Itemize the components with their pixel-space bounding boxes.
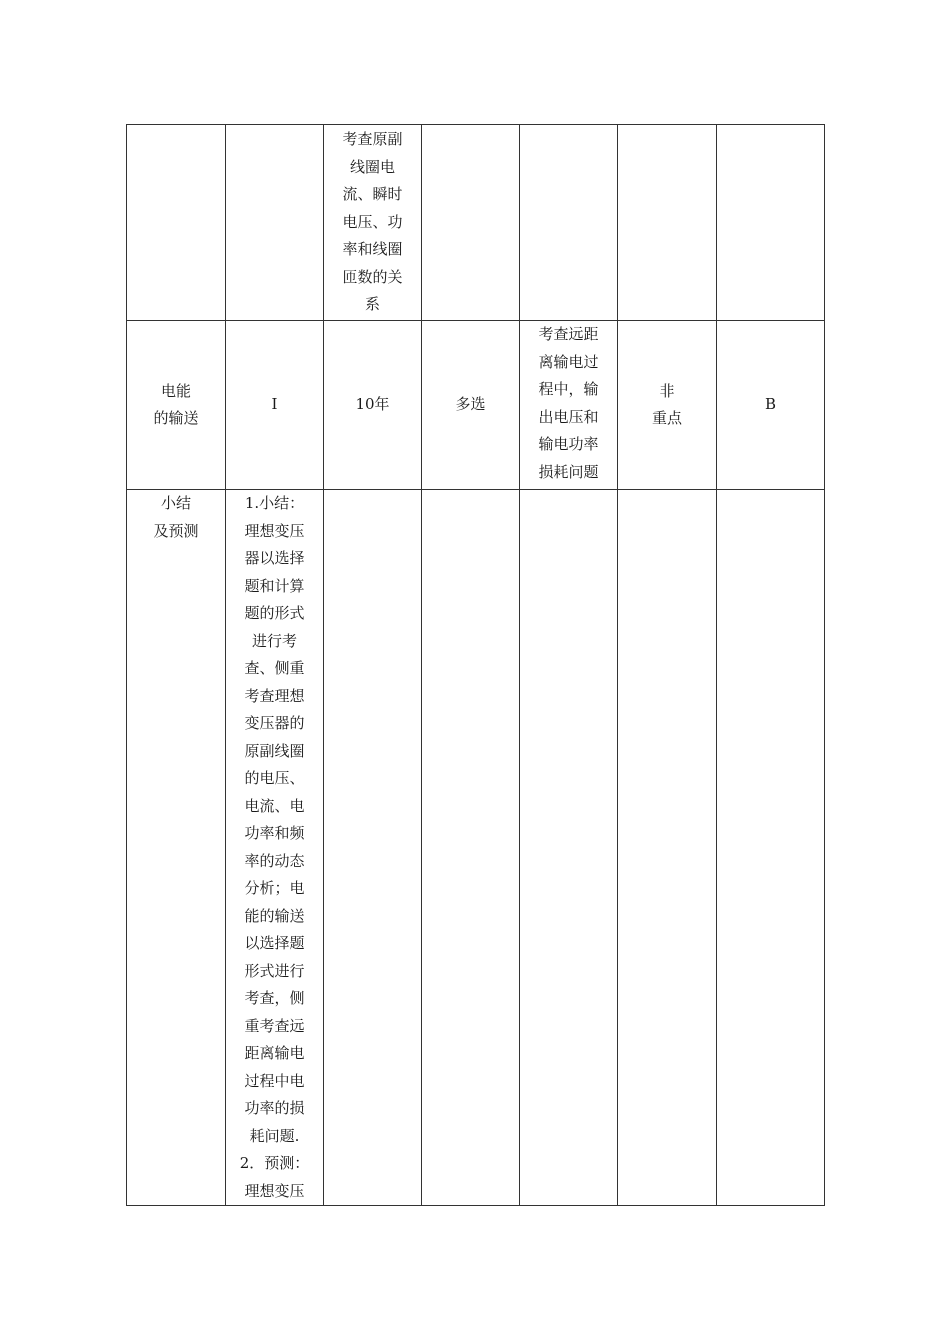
table-cell [226, 125, 324, 321]
table-row [127, 490, 825, 1206]
table-cell [422, 490, 520, 1206]
table-cell [520, 125, 618, 321]
table-cell [127, 321, 226, 490]
table-cell [717, 125, 825, 321]
cell-text: 非 重点 [651, 381, 682, 427]
table-cell [226, 321, 324, 490]
cell-text: Ⅰ [271, 395, 278, 414]
table-cell [127, 125, 226, 321]
table-cell [324, 490, 422, 1206]
table-cell [717, 490, 825, 1206]
table-row [127, 125, 825, 321]
table-row [127, 321, 825, 490]
cell-text: 10年 [355, 395, 390, 414]
exam-analysis-table [126, 124, 825, 1206]
table-cell [618, 125, 717, 321]
table-cell [324, 321, 422, 490]
table-cell [717, 321, 825, 490]
cell-text: 多选 [455, 395, 486, 414]
table-cell [520, 490, 618, 1206]
cell-text: 1.小结： 理想变压 器以选择 题和计算 题的形式 进行考 查、侧重 考查理想 变压器的 原副线圈 的电压、 电流、电 功率和频 率的动态 分析；电 能的输送 以选择题 形式进行 考查，侧 重考查远 距离输电 过程中电 功率的损 耗问题. 2．预测： 理想变压 [239, 494, 310, 1200]
cell-text: B [764, 395, 777, 414]
table-cell [618, 321, 717, 490]
table-cell [226, 490, 324, 1206]
table-cell [324, 125, 422, 321]
table-cell [422, 125, 520, 321]
table-cell [422, 321, 520, 490]
table-cell [618, 490, 717, 1206]
cell-text: 电能 的输送 [153, 381, 199, 427]
table-cell [127, 490, 226, 1206]
table-cell [520, 321, 618, 490]
cell-text: 考查原副 线圈电 流、瞬时 电压、功 率和线圈 匝数的关 系 [342, 130, 403, 313]
cell-text: 小结 及预测 [153, 494, 199, 540]
cell-text: 考查远距 离输电过 程中，输 出电压和 输电功率 损耗问题 [538, 325, 599, 481]
